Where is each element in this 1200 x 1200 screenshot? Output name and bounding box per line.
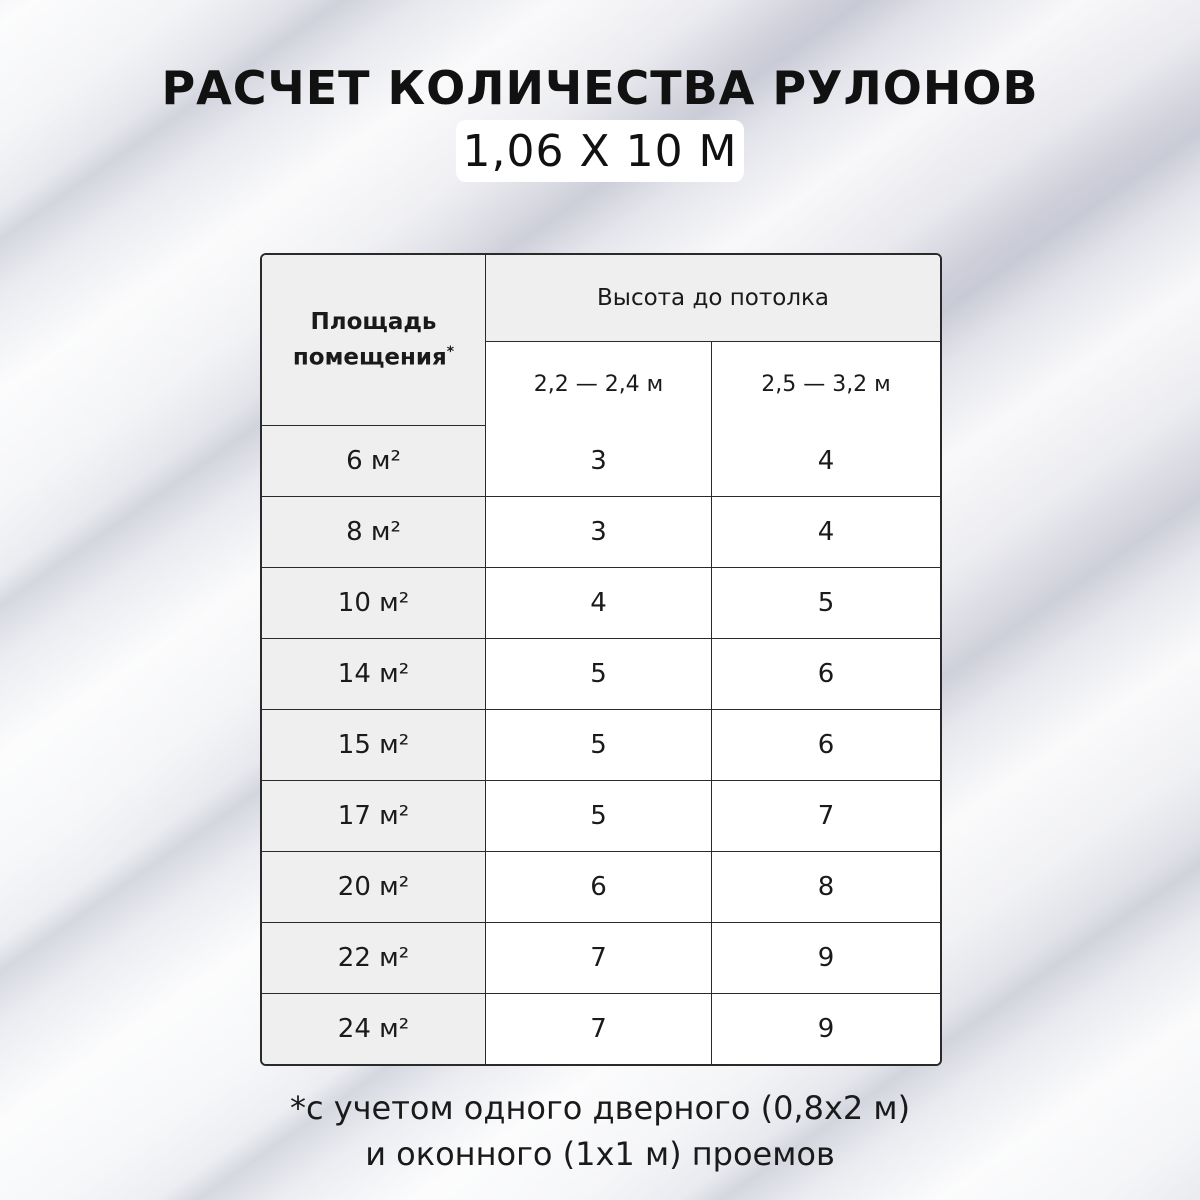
table-row [262,639,940,710]
rolls-low-height-cell: 5 [486,710,712,781]
rolls-low-height-cell: 5 [486,639,712,710]
footnote-mark: * [446,344,455,361]
table-row [262,852,940,923]
rolls-high-height-cell: 7 [712,781,940,852]
footnote-line-1: *с учетом одного дверного (0,8х2 м) [289,1089,911,1127]
rolls-high-height-cell: 8 [712,852,940,923]
area-cell: 17 м² [262,781,486,852]
rolls-high-height-cell: 5 [712,568,940,639]
rolls-low-height-cell: 6 [486,852,712,923]
table-row [262,923,940,994]
rolls-high-height-cell: 6 [712,639,940,710]
table-row [262,497,940,568]
table-row [262,710,940,781]
table-body [262,426,940,1064]
rolls-high-height-cell: 9 [712,994,940,1064]
table-row [262,426,940,497]
rolls-low-height-cell: 7 [486,923,712,994]
rolls-low-height-cell: 4 [486,568,712,639]
area-cell: 6 м² [262,426,486,497]
rolls-high-height-cell: 4 [712,426,940,497]
footnote [0,1085,1200,1177]
area-cell: 24 м² [262,994,486,1064]
rolls-low-height-cell: 3 [486,426,712,497]
rolls-high-height-cell: 9 [712,923,940,994]
table-row [262,994,940,1064]
area-cell: 8 м² [262,497,486,568]
rolls-low-height-cell: 5 [486,781,712,852]
area-header-label: Площадь помещения [292,309,447,371]
area-cell: 14 м² [262,639,486,710]
area-cell: 20 м² [262,852,486,923]
rolls-high-height-cell: 6 [712,710,940,781]
area-column-header [262,255,486,426]
area-cell: 22 м² [262,923,486,994]
rolls-low-height-cell: 7 [486,994,712,1064]
height-column-header: Высота до потолка [486,255,940,342]
area-cell: 10 м² [262,568,486,639]
roll-size-badge: 1,06 Х 10 М [456,120,744,182]
rolls-table [260,253,942,1066]
height-range-low: 2,2 — 2,4 м [486,342,712,426]
height-range-high: 2,5 — 3,2 м [712,342,940,426]
page-title: РАСЧЕТ КОЛИЧЕСТВА РУЛОНОВ [161,60,1039,115]
area-cell: 15 м² [262,710,486,781]
rolls-high-height-cell: 4 [712,497,940,568]
table-row [262,568,940,639]
rolls-low-height-cell: 3 [486,497,712,568]
table-row [262,781,940,852]
footnote-line-2: и оконного (1х1 м) проемов [365,1135,835,1173]
table-header-row [262,255,940,342]
